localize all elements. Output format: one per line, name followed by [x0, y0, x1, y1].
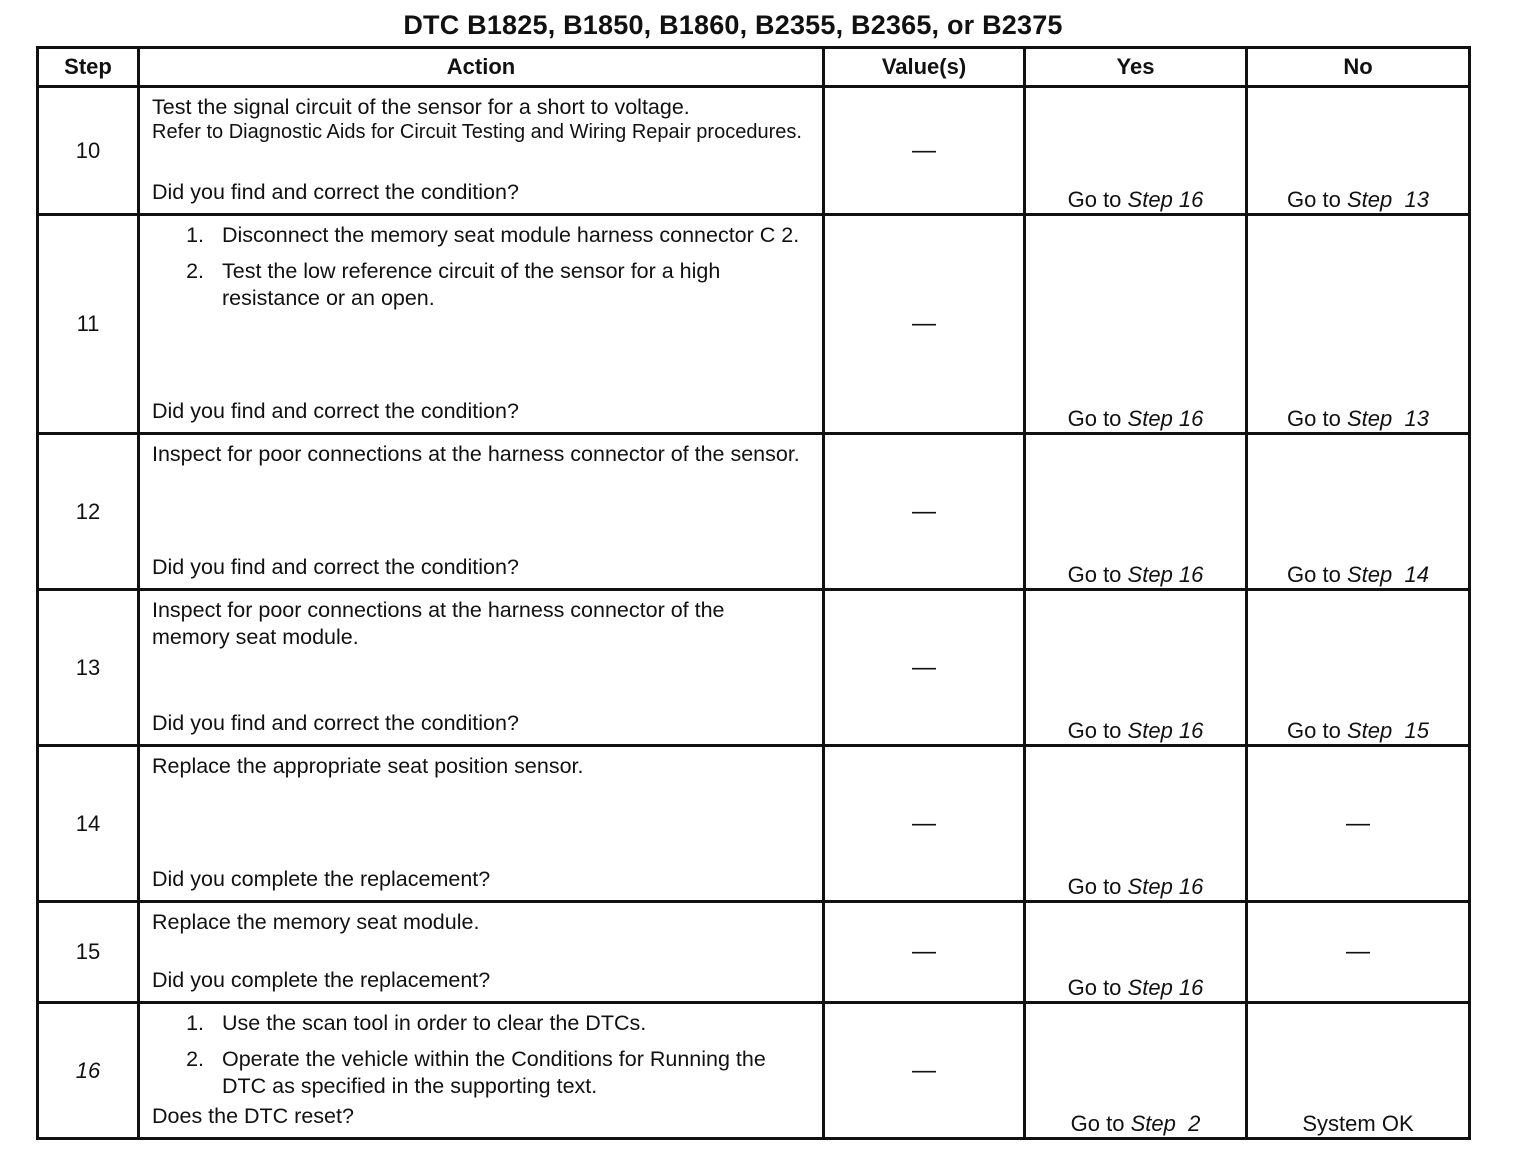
- action-cell: [139, 215, 824, 434]
- action-text: Inspect for poor connections at the harness connector of the sensor.: [152, 442, 800, 466]
- action-text: Test the signal circuit of the sensor for a short to voltage.: [152, 95, 690, 119]
- action-step-item: 1. Use the scan tool in order to clear the DTCs.: [210, 1010, 812, 1037]
- step-number: 10: [38, 87, 139, 215]
- diagnostic-table: [36, 46, 1471, 1140]
- table-row: [38, 215, 1470, 434]
- no-cell: [1247, 590, 1470, 746]
- yes-prefix: Go to: [1067, 975, 1122, 1000]
- step-number: 15: [38, 902, 139, 1003]
- no-cell: —: [1247, 902, 1470, 1003]
- table-row: [38, 902, 1470, 1003]
- yes-cell: [1025, 746, 1247, 902]
- action-cell: [139, 746, 824, 902]
- header-action: Action: [139, 48, 824, 87]
- action-cell: [139, 1003, 824, 1139]
- yes-prefix: Go to: [1067, 718, 1122, 743]
- no-cell: System OK: [1247, 1003, 1470, 1139]
- action-step-item: 2. Test the low reference circuit of the sensor for a high resistance or an open.: [210, 258, 812, 312]
- step-number: 16: [38, 1003, 139, 1139]
- no-prefix: Go to: [1287, 187, 1341, 212]
- header-values: Value(s): [824, 48, 1025, 87]
- action-question: Did you complete the replacement?: [152, 968, 491, 992]
- yes-step-link[interactable]: Step 16: [1127, 562, 1204, 587]
- yes-cell: [1025, 902, 1247, 1003]
- no-step-link[interactable]: Step 15: [1346, 718, 1429, 743]
- action-text: Replace the memory seat module.: [152, 910, 480, 934]
- step-number: 12: [38, 434, 139, 590]
- yes-step-link[interactable]: Step 2: [1130, 1111, 1201, 1136]
- yes-cell: [1025, 87, 1247, 215]
- action-cell: [139, 902, 824, 1003]
- action-cell: [139, 87, 824, 215]
- action-text: Refer to Diagnostic Aids for Circuit Testing and Wiring Repair procedures.: [152, 121, 802, 143]
- yes-cell: [1025, 590, 1247, 746]
- value-cell: —: [824, 902, 1025, 1003]
- action-question: Does the DTC reset?: [152, 1104, 354, 1128]
- table-row: [38, 746, 1470, 902]
- no-cell: [1247, 87, 1470, 215]
- value-cell: —: [824, 1003, 1025, 1139]
- value-cell: —: [824, 434, 1025, 590]
- yes-step-link[interactable]: Step 16: [1127, 874, 1204, 899]
- action-question: Did you find and correct the condition?: [152, 711, 519, 735]
- value-cell: —: [824, 87, 1025, 215]
- table-header-row: [38, 48, 1470, 87]
- action-step-item: 2. Operate the vehicle within the Conditions for Running the DTC as specified in the supporting text.: [210, 1046, 812, 1100]
- yes-step-link[interactable]: Step 16: [1127, 187, 1204, 212]
- value-cell: —: [824, 746, 1025, 902]
- header-yes: Yes: [1025, 48, 1247, 87]
- table-row: [38, 1003, 1470, 1139]
- action-step-item: 1. Disconnect the memory seat module harness connector C 2.: [210, 222, 812, 249]
- no-step-link[interactable]: Step 14: [1346, 562, 1429, 587]
- no-cell: —: [1247, 746, 1470, 902]
- no-step-link[interactable]: Step 13: [1346, 187, 1429, 212]
- yes-step-link[interactable]: Step 16: [1127, 406, 1204, 431]
- value-cell: —: [824, 215, 1025, 434]
- action-text: Inspect for poor connections at the harness connector of the memory seat module.: [152, 598, 725, 649]
- action-question: Did you find and correct the condition?: [152, 180, 519, 204]
- value-cell: —: [824, 590, 1025, 746]
- table-row: [38, 434, 1470, 590]
- no-prefix: Go to: [1287, 718, 1341, 743]
- action-question: Did you find and correct the condition?: [152, 555, 519, 579]
- action-cell: [139, 434, 824, 590]
- action-cell: [139, 590, 824, 746]
- header-no: No: [1247, 48, 1470, 87]
- step-number: 13: [38, 590, 139, 746]
- no-prefix: Go to: [1287, 406, 1341, 431]
- yes-cell: [1025, 434, 1247, 590]
- step-number: 14: [38, 746, 139, 902]
- no-prefix: Go to: [1287, 562, 1341, 587]
- yes-cell: [1025, 1003, 1247, 1139]
- yes-cell: [1025, 215, 1247, 434]
- yes-prefix: Go to: [1067, 187, 1122, 212]
- action-steps: [152, 1010, 812, 1100]
- yes-prefix: Go to: [1067, 406, 1122, 431]
- action-steps: [152, 222, 812, 312]
- table-row: [38, 87, 1470, 215]
- yes-step-link[interactable]: Step 16: [1127, 718, 1204, 743]
- page-title: DTC B1825, B1850, B1860, B2355, B2365, or B2375: [403, 10, 1063, 40]
- no-cell: [1247, 434, 1470, 590]
- action-question: Did you find and correct the condition?: [152, 399, 519, 423]
- no-step-link[interactable]: Step 13: [1346, 406, 1429, 431]
- no-cell: [1247, 215, 1470, 434]
- header-step: Step: [38, 48, 139, 87]
- yes-step-link[interactable]: Step 16: [1127, 975, 1204, 1000]
- action-text: Replace the appropriate seat position sensor.: [152, 754, 584, 778]
- table-row: [38, 590, 1470, 746]
- yes-prefix: Go to: [1070, 1111, 1125, 1136]
- action-question: Did you complete the replacement?: [152, 867, 491, 891]
- yes-prefix: Go to: [1067, 562, 1122, 587]
- yes-prefix: Go to: [1067, 874, 1122, 899]
- step-number: 11: [38, 215, 139, 434]
